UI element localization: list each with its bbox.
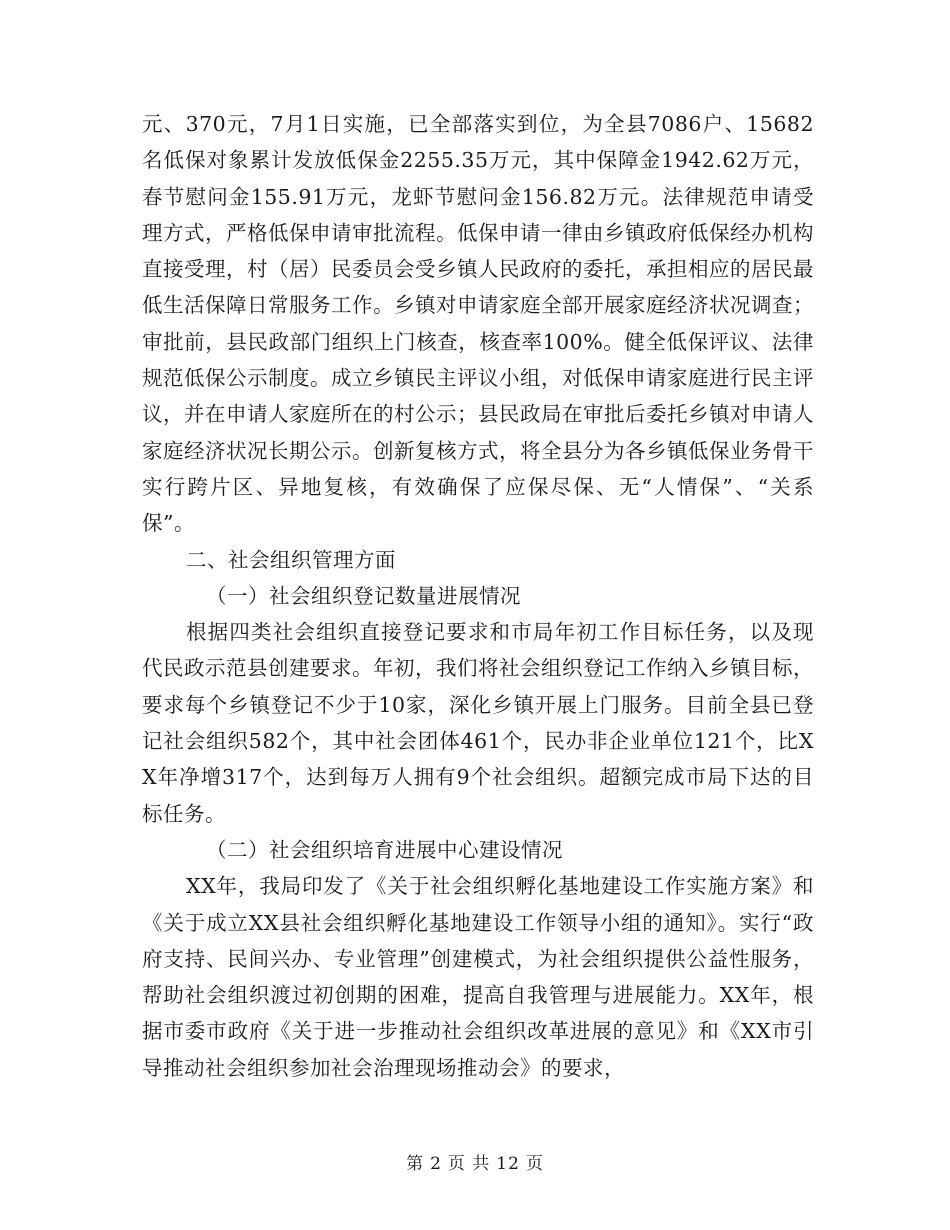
document-body bbox=[142, 106, 814, 1086]
page-label-mid: 页 共 bbox=[447, 1154, 491, 1174]
subsection-heading-incubation-center: （二）社会组织培育进展中心建设情况 bbox=[206, 837, 563, 862]
paragraph-registration-progress: 根据四类社会组织直接登记要求和市局年初工作目标任务，以及现代民政示范县创建要求。年初，我们将社会组织登记工作纳入乡镇目标，要求每个乡镇登记不少于10家，深化乡镇开展上门服务。目前全县已登记社会组织582个，其中社会团体461个，民办非企业单位121个，比XX年净增317个，达到每万人拥有9个社会组织。超额完成市局下达的目标任务。 bbox=[142, 620, 814, 826]
page-number: 2 bbox=[430, 1154, 442, 1174]
paragraph-low-income-allowance: 元、370元，7月1日实施，已全部落实到位，为全县7086户、15682名低保对象累计发放低保金2255.35万元，其中保障金1942.62万元，春节慰问金155.91万元，龙虾节慰问金156.82万元。法律规范申请受理方式，严格低保申请审批流程。低保申请一律由乡镇政府低保经办机构直接受理，村（居）民委员会受乡镇人民政府的委托，承担相应的居民最低生活保障日常服务工作。乡镇对申请家庭全部开展家庭经济状况调查；审批前，县民政部门组织上门核查，核查率100%。健全低保评议、法律规范低保公示制度。成立乡镇民主评议小组，对低保申请家庭进行民主评议，并在申请人家庭所在的村公示；县民政局在审批后委托乡镇对申请人家庭经济状况长期公示。创新复核方式，将全县分为各乡镇低保业务骨干实行跨片区、异地复核，有效确保了应保尽保、无“人情保”、“关系保”。 bbox=[142, 112, 814, 536]
paragraph-incubation-center: XX年，我局印发了《关于社会组织孵化基地建设工作实施方案》和《关于成立XX县社会组织孵化基地建设工作领导小组的通知》。实行“政府支持、民间兴办、专业管理”创建模式，为社会组织提供公益性服务，帮助社会组织渡过初创期的困难，提高自我管理与进展能力。XX年，根据市委市政府《关于进一步推动社会组织改革进展的意见》和《XX市引导推动社会组织参加社会治理现场推动会》的要求， bbox=[142, 874, 814, 1080]
page-footer bbox=[0, 1149, 950, 1174]
subsection-heading-registration: （一）社会组织登记数量进展情况 bbox=[206, 583, 521, 608]
total-pages: 12 bbox=[496, 1154, 520, 1174]
section-heading-social-organization: 二、社会组织管理方面 bbox=[186, 547, 396, 572]
page-label-suffix: 页 bbox=[525, 1154, 544, 1174]
page-label-prefix: 第 bbox=[406, 1154, 425, 1174]
